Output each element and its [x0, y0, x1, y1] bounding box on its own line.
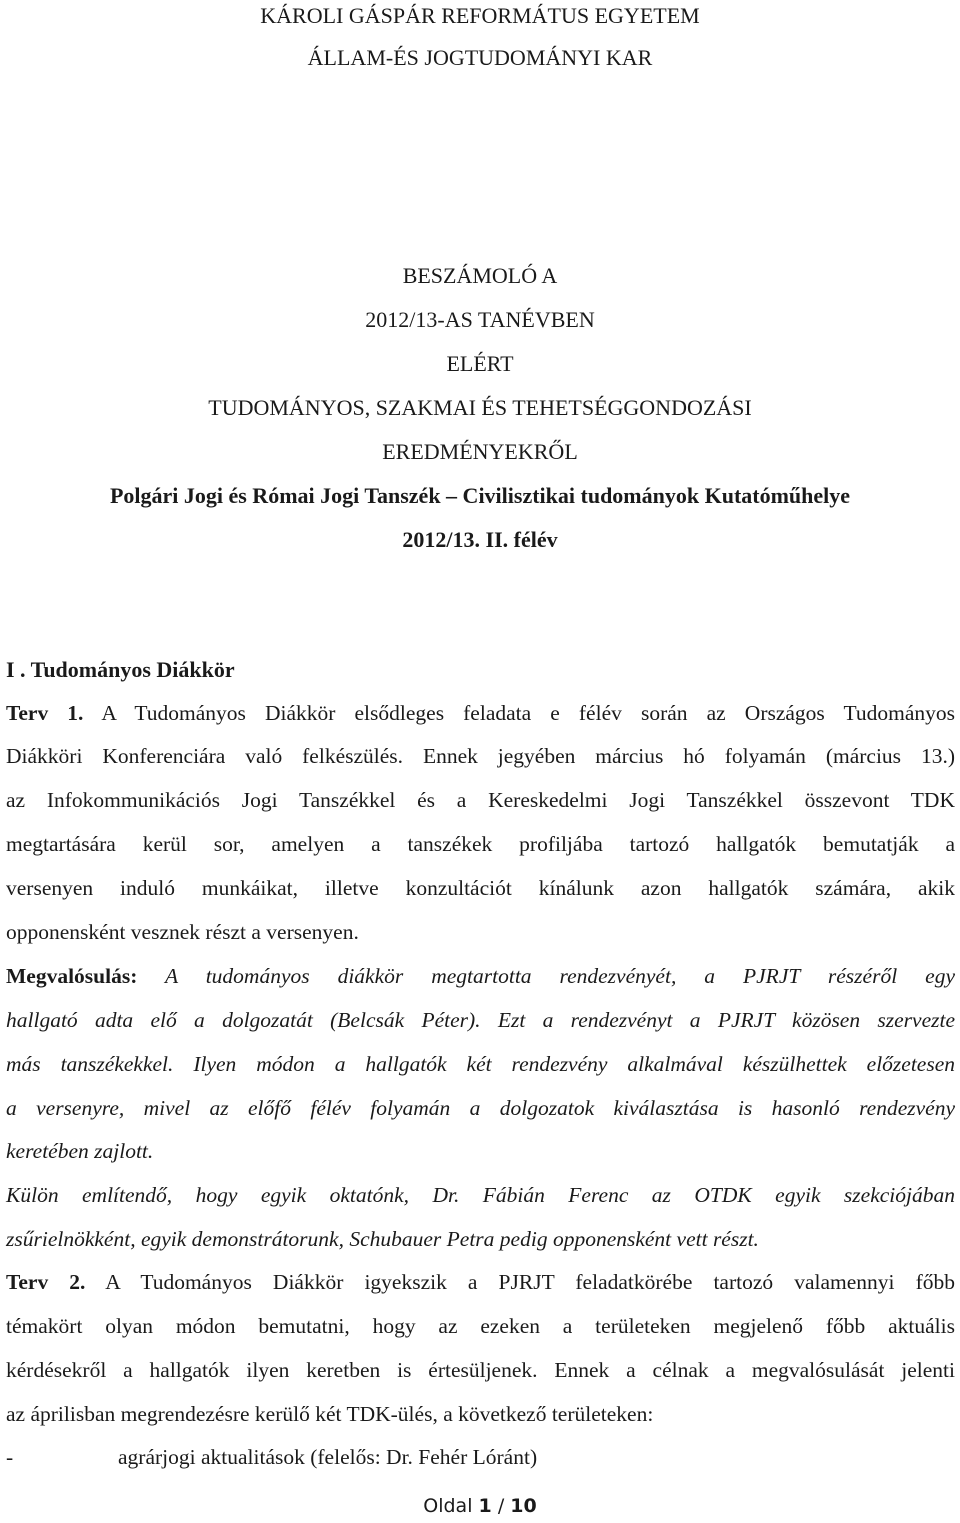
terv2-label: Terv 2.: [6, 1270, 86, 1294]
text-span: A tudományos diákkör megtartotta rendezvényét, a PJRJT részéről egy: [137, 964, 955, 988]
terv1-label: Terv 1.: [6, 701, 84, 725]
paragraph-line: Külön említendő, hogy egyik oktatónk, Dr. Fábián Ferenc az OTDK egyik szekciójában: [6, 1183, 955, 1207]
paragraph-line: az áprilisban megrendezésre kerülő két TDK-ülés, a következő területeken:: [6, 1402, 654, 1426]
text-span: A Tudományos Diákkör elsődleges feladata e félév során az Országos Tudományos: [83, 701, 956, 725]
paragraph-line: megtartására kerül sor, amelyen a tanszékek profiljába tartozó hallgatók bemutatják a: [6, 832, 955, 856]
footer-page-number: 1: [478, 1495, 492, 1517]
paragraph-line: [6, 698, 955, 728]
paragraph-line: kérdésekről a hallgatók ilyen keretben is értesüljenek. Ennek a célnak a megvalósulását jelenti: [6, 1358, 955, 1382]
report-title-line-1: BESZÁMOLÓ A: [402, 263, 558, 288]
page-footer: [0, 1493, 960, 1519]
text-span: A Tudományos Diákkör igyekszik a PJRJT feladatkörébe tartozó valamennyi főbb: [85, 1270, 955, 1294]
report-title-line-2: 2012/13-AS TANÉVBEN: [365, 307, 595, 332]
paragraph-line: zsűrielnökként, egyik demonstrátorunk, Schubauer Petra pedig opponensként vett részt.: [6, 1227, 759, 1251]
paragraph-line: az Infokommunikációs Jogi Tanszékkel és a Kereskedelmi Jogi Tanszékkel összevont TDK: [6, 788, 955, 812]
university-name: KÁROLI GÁSPÁR REFORMÁTUS EGYETEM: [260, 3, 700, 28]
report-title-line-3: ELÉRT: [446, 351, 514, 376]
realization-label: Megvalósulás:: [6, 964, 138, 988]
list-dash: -: [6, 1445, 14, 1469]
paragraph-line: a versenyre, mivel az előfő félév folyamán a dolgozatok kiválasztása is hasonló rendezvény: [6, 1096, 955, 1120]
footer-label: Oldal: [423, 1495, 473, 1517]
paragraph-line: témakört olyan módon bemutatni, hogy az ezeken a területeken megjelenő főbb aktuális: [6, 1314, 955, 1338]
department-name: Polgári Jogi és Római Jogi Tanszék – Civilisztikai tudományok Kutatóműhelye: [109, 483, 851, 508]
faculty-name: ÁLLAM-ÉS JOGTUDOMÁNYI KAR: [307, 45, 653, 70]
report-title-line-4: TUDOMÁNYOS, SZAKMAI ÉS TEHETSÉGGONDOZÁSI: [208, 395, 752, 420]
list-item: [6, 1442, 537, 1472]
paragraph-line: Diákköri Konferenciára való felkészülés. Ennek jegyében március hó folyamán (március 13.): [6, 744, 955, 768]
paragraph-line: versenyen induló munkáikat, illetve konzultációt kínálunk azon hallgatók számára, akik: [6, 876, 955, 900]
semester-label: 2012/13. II. félév: [402, 527, 558, 552]
paragraph-line: [6, 1267, 955, 1297]
paragraph-line: keretében zajlott.: [6, 1139, 154, 1163]
paragraph-line: hallgató adta elő a dolgozatát (Belcsák Péter). Ezt a rendezvényt a PJRJT közösen szervezte: [6, 1008, 955, 1032]
footer-separator: /: [497, 1495, 505, 1517]
footer-page-total: 10: [510, 1495, 537, 1517]
section-heading: I . Tudományos Diákkör: [6, 657, 235, 682]
paragraph-line: opponensként vesznek részt a versenyen.: [6, 920, 359, 944]
paragraph-line: [6, 961, 955, 991]
report-title-line-5: EREDMÉNYEKRŐL: [382, 439, 578, 464]
list-item-text: agrárjogi aktualitások (felelős: Dr. Fehér Lóránt): [118, 1445, 538, 1469]
paragraph-line: más tanszékekkel. Ilyen módon a hallgatók két rendezvény alkalmával készülhettek előzetesen: [6, 1052, 955, 1076]
